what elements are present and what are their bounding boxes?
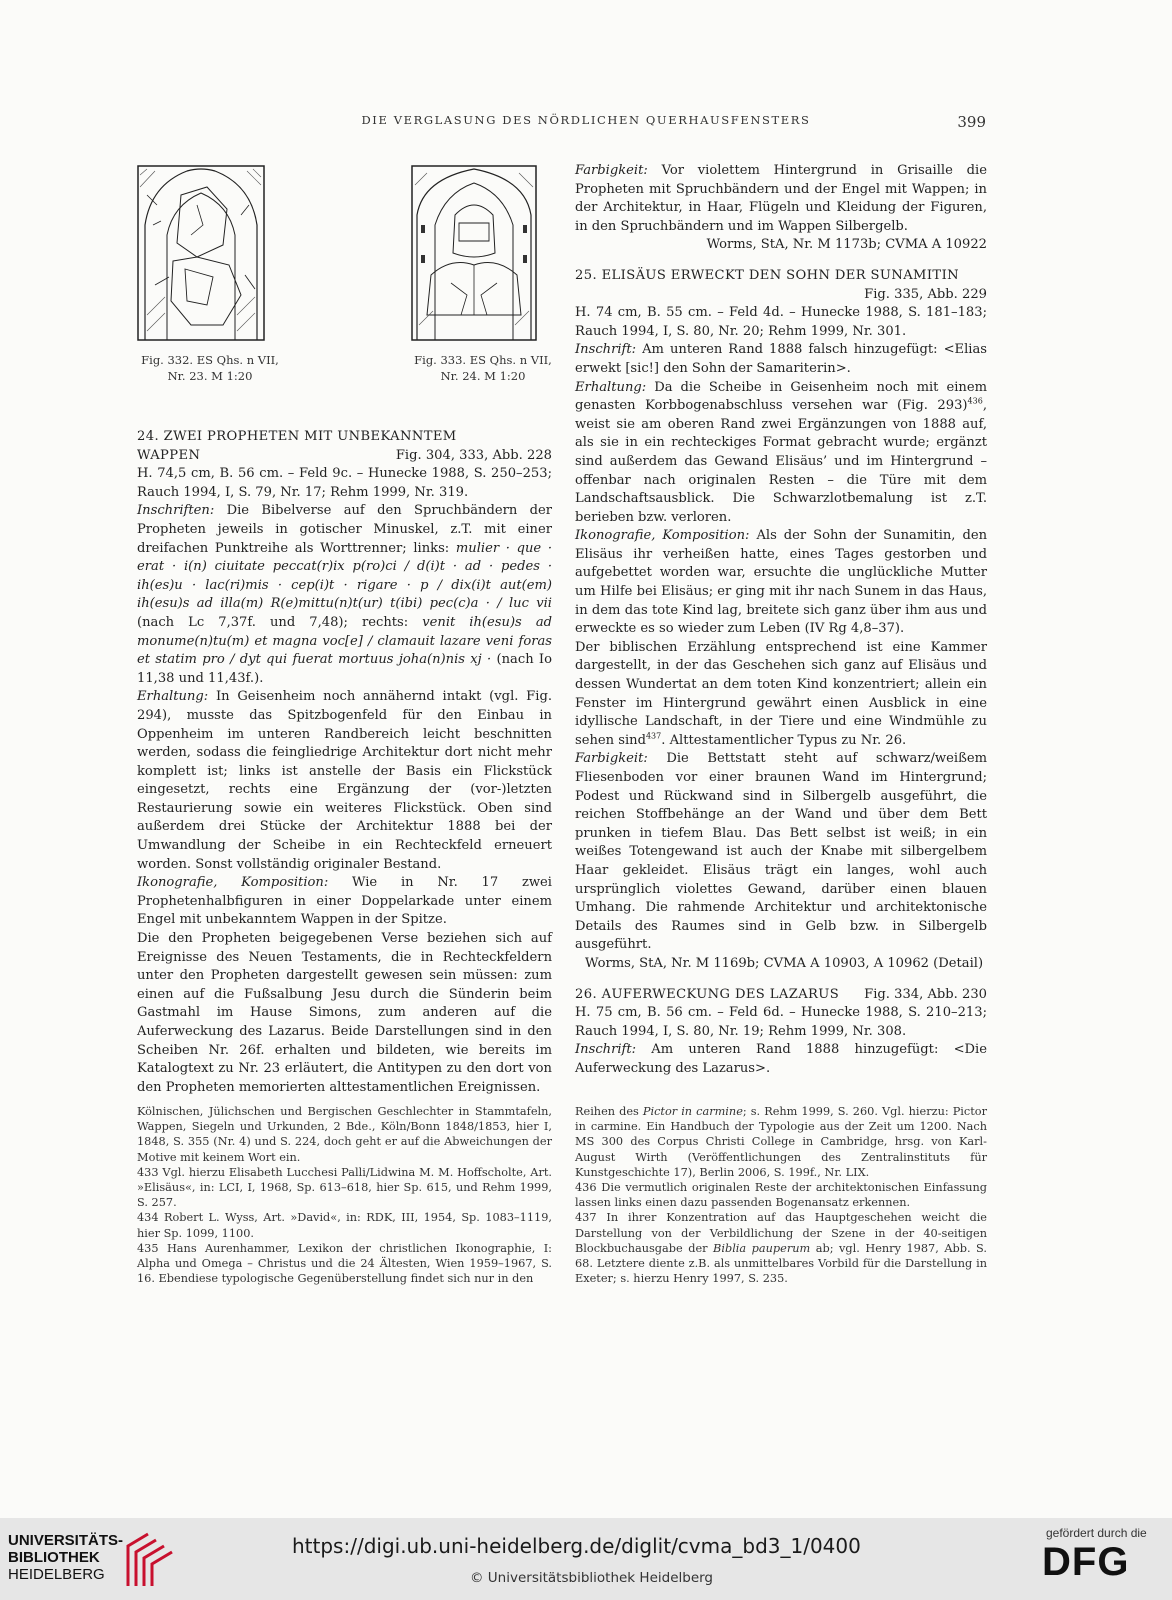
erhaltung-text-cont: , weist sie am oberen Rand zwei Ergänzungen von 1888 auf, als sie in ein rechteckiges Format gebracht wurde; ergänzt sind außerdem das Gewand Elisäus’ und im Hintergrund – offenbar nach originalen Resten – die Türe mit dem Landschaftsausblick. Die Schwarzlotbemalung ist z.T. berieben bzw. verloren. bbox=[575, 398, 987, 525]
inscription-latin-left: mulier · que · erat · i(n) ciuitate peccat(r)ix p(ro)ci / d(i)t · ad · pedes · ih(es)u · lac(ri)mis · cep(i)t · rigare · p / dix(i)t aut(em) ih(esu)s ad illa(m) R(e)mittu(n)t(ur) t(ibi) pec(c)a · / luc vii bbox=[137, 540, 552, 612]
entry-25-farbigkeit bbox=[575, 750, 987, 955]
fn-text: Reihen des bbox=[575, 1105, 643, 1118]
ikonografie-text: Als der Sohn der Sunamitin, den Elisäus ihr verheißen hatte, eines Tages gestorben und aufgebettet worden war, ersuchte die unglückliche Mutter um Hilfe bei Elisäus; er ging mit ihr nach Sunem in das Haus, in dem das tote Kind lag, breitete sich ganz über ihm aus und erweckte es so wieder zum Leben (IV Rg 4,8–37). bbox=[575, 528, 988, 637]
dfg-logo[interactable]: DFG bbox=[1042, 1540, 1130, 1584]
library-name-line: HEIDELBERG bbox=[8, 1566, 105, 1583]
entry-26-meta: H. 75 cm, B. 56 cm. – Feld 6d. – Hunecke 1988, S. 210–213; Rauch 1994, I, S. 80, Nr. 19; Rehm 1999, Nr. 308. bbox=[575, 1005, 987, 1039]
entry-24-inscriptions bbox=[137, 502, 552, 688]
entry-25-ikonografie bbox=[575, 527, 987, 639]
entry-26-figure-ref: Fig. 334, Abb. 230 bbox=[864, 986, 987, 1002]
running-title: DIE VERGLASUNG DES NÖRDLICHEN QUERHAUSFENSTERS bbox=[361, 113, 811, 127]
inscriptions-label: Inschriften: bbox=[137, 503, 215, 519]
copyright-notice: © Universitätsbibliothek Heidelberg bbox=[470, 1570, 714, 1586]
paragraph-text: Der biblischen Erzählung entsprechend ist eine Kammer dargestellt, in der das Geschehen sich ganz auf Elisäus und dessen Wundertat an dem toten Kind konzentriert; allein ein Fenster im Hintergrund gewährt einen Ausblick in eine idyllische Landschaft, in der Tiere und eine Windmühle zu sehen sind bbox=[575, 639, 987, 748]
inscription-label: Inschrift: bbox=[575, 342, 637, 358]
erhaltung-label: Erhaltung: bbox=[137, 689, 209, 705]
viewer-footer-banner bbox=[0, 1518, 1172, 1600]
caption-line: Fig. 332. ES Qhs. n VII, bbox=[141, 353, 279, 367]
footnotes-left bbox=[137, 1104, 552, 1286]
fn-italic: Pictor in carmine bbox=[642, 1105, 743, 1118]
entry-26-inscription bbox=[575, 1041, 987, 1078]
library-name-line: BIBLIOTHEK bbox=[8, 1549, 100, 1566]
farbigkeit-label: Farbigkeit: bbox=[575, 163, 648, 178]
library-name-line: UNIVERSITÄTS- bbox=[8, 1532, 124, 1549]
fn-italic: Biblia pauperum bbox=[713, 1241, 811, 1255]
entry-24-meta: H. 74,5 cm, B. 56 cm. – Feld 9c. – Hunecke 1988, S. 250–253; Rauch 1994, I, S. 79, Nr. 17; Rehm 1999, Nr. 319. bbox=[137, 466, 552, 500]
fn-text: 437 In ihrer Konzentration auf das Hauptgeschehen weicht die Darstellung von der Verbildlichung der Szene in der 40-seitigen Blockbuchausgabe der bbox=[575, 1211, 987, 1255]
farbigkeit-text: Vor violettem Hintergrund in Grisaille die Propheten mit Spruchbändern und der Engel mit Wappen; in der Architektur, in Haar, Flügeln und Kleidung der Figuren, in den Spruchbändern und im Wappen Silbergelb. bbox=[575, 163, 987, 234]
funded-by-label: gefördert durch die bbox=[1046, 1526, 1147, 1540]
inscription-latin-right: venit ih(esu)s ad monume(n)tu(m) et magna voc[e] / clamauit lazare veni foras et statim pro / dyt qui fuerat mortuus joha(n)nis xj · bbox=[137, 614, 553, 668]
stained-glass-drawing-333 bbox=[411, 165, 537, 341]
entry-24-paragraph: Die den Propheten beigegebenen Verse beziehen sich auf Ereignisse des Neuen Testaments, die in Rechteckfeldern unter den Propheten dargestellt gewesen sein müssen: zum einen auf die Fußsalbung Jesu durch die Sünderin beim Gastmahl im Hause Simons, zum anderen auf die Auferweckung des Lazarus. Beide Darstellungen sind in den Scheiben Nr. 26f. erhalten und bildeten, wie bereits im Katalogtext zu Nr. 23 erläutert, die Antitypen zu den dort von den Propheten memorierten alttestamentlichen Ereignissen. bbox=[137, 931, 552, 1095]
caption-line: Nr. 23. M 1:20 bbox=[167, 369, 253, 383]
entry-25-inscription bbox=[575, 341, 987, 378]
footnote-436: 436 Die vermutlich originalen Reste der architektonischen Einfassung lassen links einen dazu passenden Bogenansatz erkennen. bbox=[575, 1181, 987, 1210]
inscription-text: Am unteren Rand 1888 hinzugefügt: <Die Auferweckung des Lazarus>. bbox=[575, 1042, 987, 1076]
entry-25-figure-ref: Fig. 335, Abb. 229 bbox=[864, 286, 987, 302]
entry-24-title-cont: WAPPEN bbox=[137, 447, 201, 463]
erhaltung-text: In Geisenheim noch annähernd intakt (vgl. Fig. 294), musste das Spitzbogenfeld für den Einbau in Oppenheim im unteren Randbereich leicht beschnitten werden, sodass die feingliedrige Architektur dort nicht mehr komplett ist; links ist anstelle der Basis ein Flickstück eingesetzt, rechts eine Ergänzung der (vor-)letzten Restaurierung sowie ein weiteres Flickstück. Oben sind außerdem drei Stücke der Architektur 1888 bei der Umwandlung der Scheibe in ein Rechteckfeld erneuert worden. Sonst vollständig originaler Bestand. bbox=[137, 689, 552, 872]
footnote-cont: Kölnischen, Jülichschen und Bergischen Geschlechter in Stammtafeln, Wappen, Siegeln und Urkunden, 2 Bde., Köln/Bonn 1848/1853, hier I, 1848, S. 355 (Nr. 4) und S. 224, doch geht er auf die Abweichungen der Motive mit keinem Wort ein. bbox=[137, 1105, 552, 1164]
inscription-mid: (nach Lc 7,37f. und 7,48); rechts: bbox=[137, 614, 409, 630]
farbigkeit-label: Farbigkeit: bbox=[575, 751, 648, 767]
entry-24-erhaltung bbox=[137, 688, 552, 874]
footnote-435: 435 Hans Aurenhammer, Lexikon der christlichen Ikonographie, I: Alpha und Omega – Christus und die 24 Ältesten, Wien 1959–1967, S. 16. Ebendiese typologische Gegenüberstellung findet sich nur in den bbox=[137, 1241, 552, 1286]
entry-24-farbigkeit bbox=[575, 162, 987, 236]
footnotes-right bbox=[575, 1104, 987, 1286]
footnote-434: 434 Robert L. Wyss, Art. »David«, in: RDK, III, 1954, Sp. 1083–1119, hier Sp. 1099, 1100. bbox=[137, 1211, 552, 1240]
entry-25-erhaltung bbox=[575, 379, 987, 528]
footnote-ref-436[interactable]: 436 bbox=[967, 396, 983, 406]
entry-26-title-line bbox=[575, 986, 987, 1005]
entry-24-title: 24. ZWEI PROPHETEN MIT UNBEKANNTEM bbox=[137, 429, 457, 444]
footnote-437 bbox=[575, 1210, 987, 1286]
paragraph-text-cont: . Alttestamentlicher Typus zu Nr. 26. bbox=[661, 732, 907, 748]
entry-24-figure-ref: Fig. 304, 333, Abb. 228 bbox=[395, 447, 552, 463]
erhaltung-label: Erhaltung: bbox=[575, 379, 647, 395]
footnote-ref-437[interactable]: 437 bbox=[645, 731, 662, 741]
caption-line: Fig. 333. ES Qhs. n VII, bbox=[414, 353, 552, 367]
fn-text: ab; vgl. Henry 1987, Abb. S. 68. Letztere diente z.B. als unmittelbares Vorbild für die Darstellung in Exeter; s. hierzu Henry 1997, S. 235. bbox=[575, 1241, 987, 1286]
entry-24-source: Worms, StA, Nr. M 1173b; CVMA A 10922 bbox=[706, 237, 987, 253]
ikonografie-label: Ikonografie, Komposition: bbox=[137, 875, 329, 891]
permalink-url[interactable]: https://digi.ub.uni-heidelberg.de/diglit/cvma_bd3_1/0400 bbox=[292, 1534, 861, 1558]
entry-26-title: 26. AUFERWECKUNG DES LAZARUS bbox=[575, 986, 840, 1002]
figure-333-caption bbox=[408, 352, 558, 384]
entry-25-title: 25. ELISÄUS ERWECKT DEN SOHN DER SUNAMITIN bbox=[575, 267, 959, 283]
figure-332 bbox=[137, 165, 265, 341]
fn-text: ; s. Rehm 1999, S. 260. Vgl. hierzu: Pictor in carmine. Ein Handbuch der Typologie aus der Zeit um 1200. Nach MS 300 des Corpus Christi College in Cambridge, hrsg. von Karl-August Wirth (Veröffentlichungen des Zentralinstituts für Kunstgeschichte 17), Berlin 2006, S. 199f., Nr. LIX. bbox=[575, 1105, 987, 1179]
entry-24-ikonografie bbox=[137, 874, 552, 930]
inscription-label: Inschrift: bbox=[575, 1042, 637, 1058]
erhaltung-text: Da die Scheibe in Geisenheim noch mit einem genasten Korbbogenabschluss versehen war (Fig. 293) bbox=[575, 379, 987, 414]
entry-24-title-line-2 bbox=[137, 447, 552, 466]
footnote-433: 433 Vgl. hierzu Elisabeth Lucchesi Palli/Lidwina M. M. Hoffscholte, Art. »Elisäus«, in: LCI, I, 1968, Sp. 613–618, hier Sp. 615, und Rehm 1999, S. 257. bbox=[137, 1165, 552, 1210]
entry-25-source: Worms, StA, Nr. M 1169b; CVMA A 10903, A 10962 (Detail) bbox=[585, 955, 984, 971]
caption-line: Nr. 24. M 1:20 bbox=[440, 369, 526, 383]
entry-25-paragraph bbox=[575, 639, 987, 751]
ikonografie-text: Wie in Nr. 17 zwei Prophetenhalbfiguren in einer Doppelarkade unter einem Engel mit unbekanntem Wappen in der Spitze. bbox=[137, 875, 552, 928]
inscription-end: (nach Io 11,38 und 11,43f.). bbox=[137, 652, 552, 686]
entry-25-meta: H. 74 cm, B. 55 cm. – Feld 4d. – Hunecke 1988, S. 181–183; Rauch 1994, I, S. 80, Nr. 20; Rehm 1999, Nr. 301. bbox=[575, 305, 987, 339]
farbigkeit-text: Die Bettstatt steht auf schwarz/weißem Fliesenboden vor einer braunen Wand im Hintergrund; Podest und Rückwand sind in Silbergelb ausgeführt, die reichen Stoffbehänge an der Wand und über dem Bett prunken in tiefem Blau. Das Bett selbst ist weiß; in ein weißes Totengewand ist auch der Knabe mit silbergelbem Haar gekleidet. Elisäus trägt ein langes, wohl auch ursprünglich violettes Gewand, darüber einen blauen Umhang. Die rahmende Architektur und architektonische Details des Raumes sind in Gelb bzw. in Silbergelb ausgeführt. bbox=[575, 751, 987, 953]
inscriptions-text: Die Bibelverse auf den Spruchbändern der Propheten jeweils in gotischer Minuskel, z.T. mit einer dreifachen Punktreihe als Worttrenner; links: bbox=[137, 503, 552, 556]
library-logo-icon[interactable] bbox=[118, 1526, 178, 1596]
page-number: 399 bbox=[957, 113, 986, 131]
stained-glass-drawing-332 bbox=[137, 165, 265, 341]
left-column bbox=[137, 428, 552, 1097]
right-column bbox=[575, 162, 987, 1079]
ikonografie-label: Ikonografie, Komposition: bbox=[575, 528, 750, 544]
figure-332-caption bbox=[135, 352, 285, 384]
figure-333 bbox=[411, 165, 537, 341]
footnote-435-cont bbox=[575, 1104, 987, 1180]
library-name[interactable] bbox=[8, 1532, 123, 1583]
inscription-text: Am unteren Rand 1888 falsch hinzugefügt: <Elias erwekt [sic!] den Sohn der Samariterin>. bbox=[575, 342, 987, 376]
